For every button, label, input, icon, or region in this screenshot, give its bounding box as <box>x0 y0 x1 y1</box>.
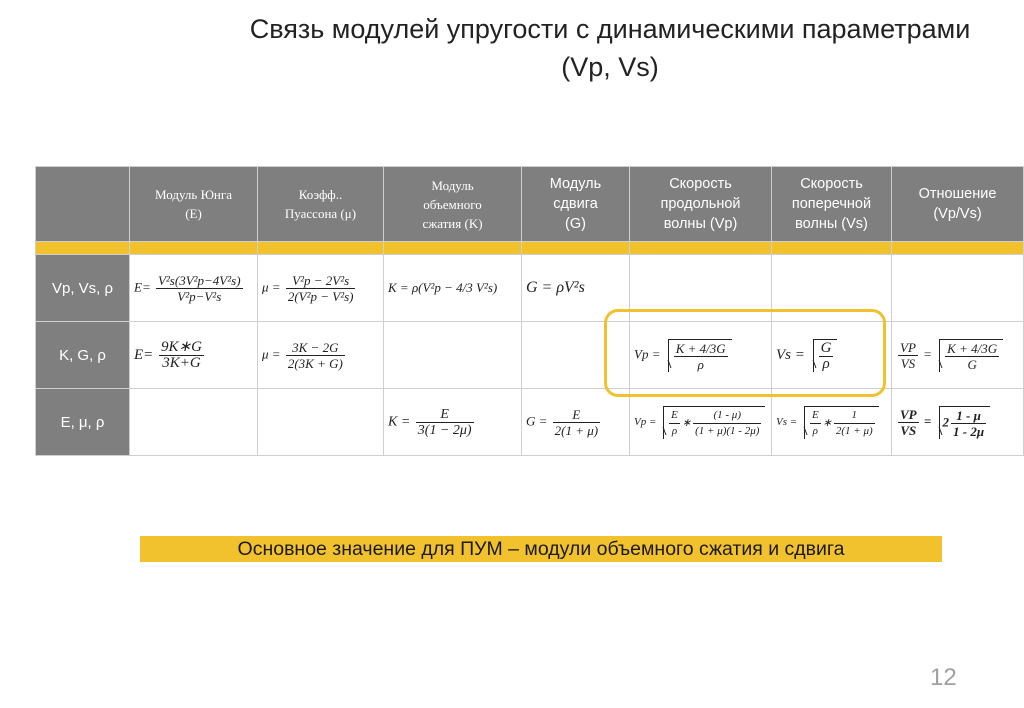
formula-Vs-from-E-mu: Vs = $\frac{E}{\rho}$ ∗ $\frac{1}{2(1 + \mu)}$ <box>772 389 892 456</box>
header-vs: Скорость поперечной волны (Vs) <box>772 167 892 242</box>
key-note-banner: Основное значение для ПУМ – модули объемного сжатия и сдвига <box>140 536 942 562</box>
formula-mu-from-velocities: μ = $\frac{\text{V²p − 2V²s}}{\text{2(V²p − V²s)}}$ <box>258 255 384 322</box>
row-label-vp-vs-rho: Vp, Vs, ρ <box>36 255 130 322</box>
table-header-row <box>36 167 1024 242</box>
row-label-e-mu-rho: E, μ, ρ <box>36 389 130 456</box>
header-young: Модуль Юнга (E) <box>130 167 258 242</box>
slide-page-number: 12 <box>930 664 957 691</box>
header-ratio: Отношение (Vp/Vs) <box>892 167 1024 242</box>
formula-Vs-from-KG: Vs = $\frac{G}{\rho}$ <box>772 322 892 389</box>
formula-E-from-KG: E= $\frac{9K∗G}{3K+G}$ <box>130 322 258 389</box>
table-row <box>36 389 1024 456</box>
header-corner <box>36 167 130 242</box>
header-bulk: Модуль объемного сжатия (K) <box>384 167 522 242</box>
empty-cell <box>892 255 1024 322</box>
row-label-k-g-rho: K, G, ρ <box>36 322 130 389</box>
formula-K-from-velocities: K = ρ(V²p − 4/3 V²s) <box>384 255 522 322</box>
formula-Vp-from-KG: Vp = $\frac{K + 4/3G}{\rho}$ <box>630 322 772 389</box>
empty-cell <box>258 389 384 456</box>
formula-K-from-E-mu: K = $\frac{E}{3(1 - 2\mu)}$ <box>384 389 522 456</box>
formula-G-from-E-mu: G = $\frac{E}{2(1 + \mu)}$ <box>522 389 630 456</box>
formula-E-from-velocities: E= $\frac{\text{V²s(3V²p−4V²s)}}{\text{V²p−V²s}}$ <box>130 255 258 322</box>
slide-title <box>200 10 1020 86</box>
header-shear: Модуль сдвига (G) <box>522 167 630 242</box>
formula-Vp-from-E-mu: Vp = $\frac{E}{\rho}$ ∗ $\frac{(1 - \mu)}{(1 + \mu)(1 - 2\mu)}$ <box>630 389 772 456</box>
velocity-formulas-highlight-box <box>604 309 886 397</box>
slide-title-line1: Связь модулей упругости с динамическими параметрами <box>249 14 971 44</box>
formula-mu-from-KG: μ = $\frac{3K - 2G}{2(3K + G)}$ <box>258 322 384 389</box>
slide-title-line2: (Vp, Vs) <box>561 52 659 82</box>
empty-cell <box>130 389 258 456</box>
formula-ratio-from-E-mu: $\frac{VP}{VS}$ = 2 $\frac{1 - \mu}{1 - 2\mu}$ <box>892 389 1024 456</box>
header-vp: Скорость продольной волны (Vp) <box>630 167 772 242</box>
header-poisson: Коэфф.. Пуассона (μ) <box>258 167 384 242</box>
formula-ratio-from-KG: $\frac{VP}{VS}$ = $\frac{K + 4/3G}{G}$ <box>892 322 1024 389</box>
accent-stripe <box>36 242 1024 255</box>
formula-G-from-velocities: G = ρV²s <box>522 255 630 322</box>
empty-cell <box>384 322 522 389</box>
